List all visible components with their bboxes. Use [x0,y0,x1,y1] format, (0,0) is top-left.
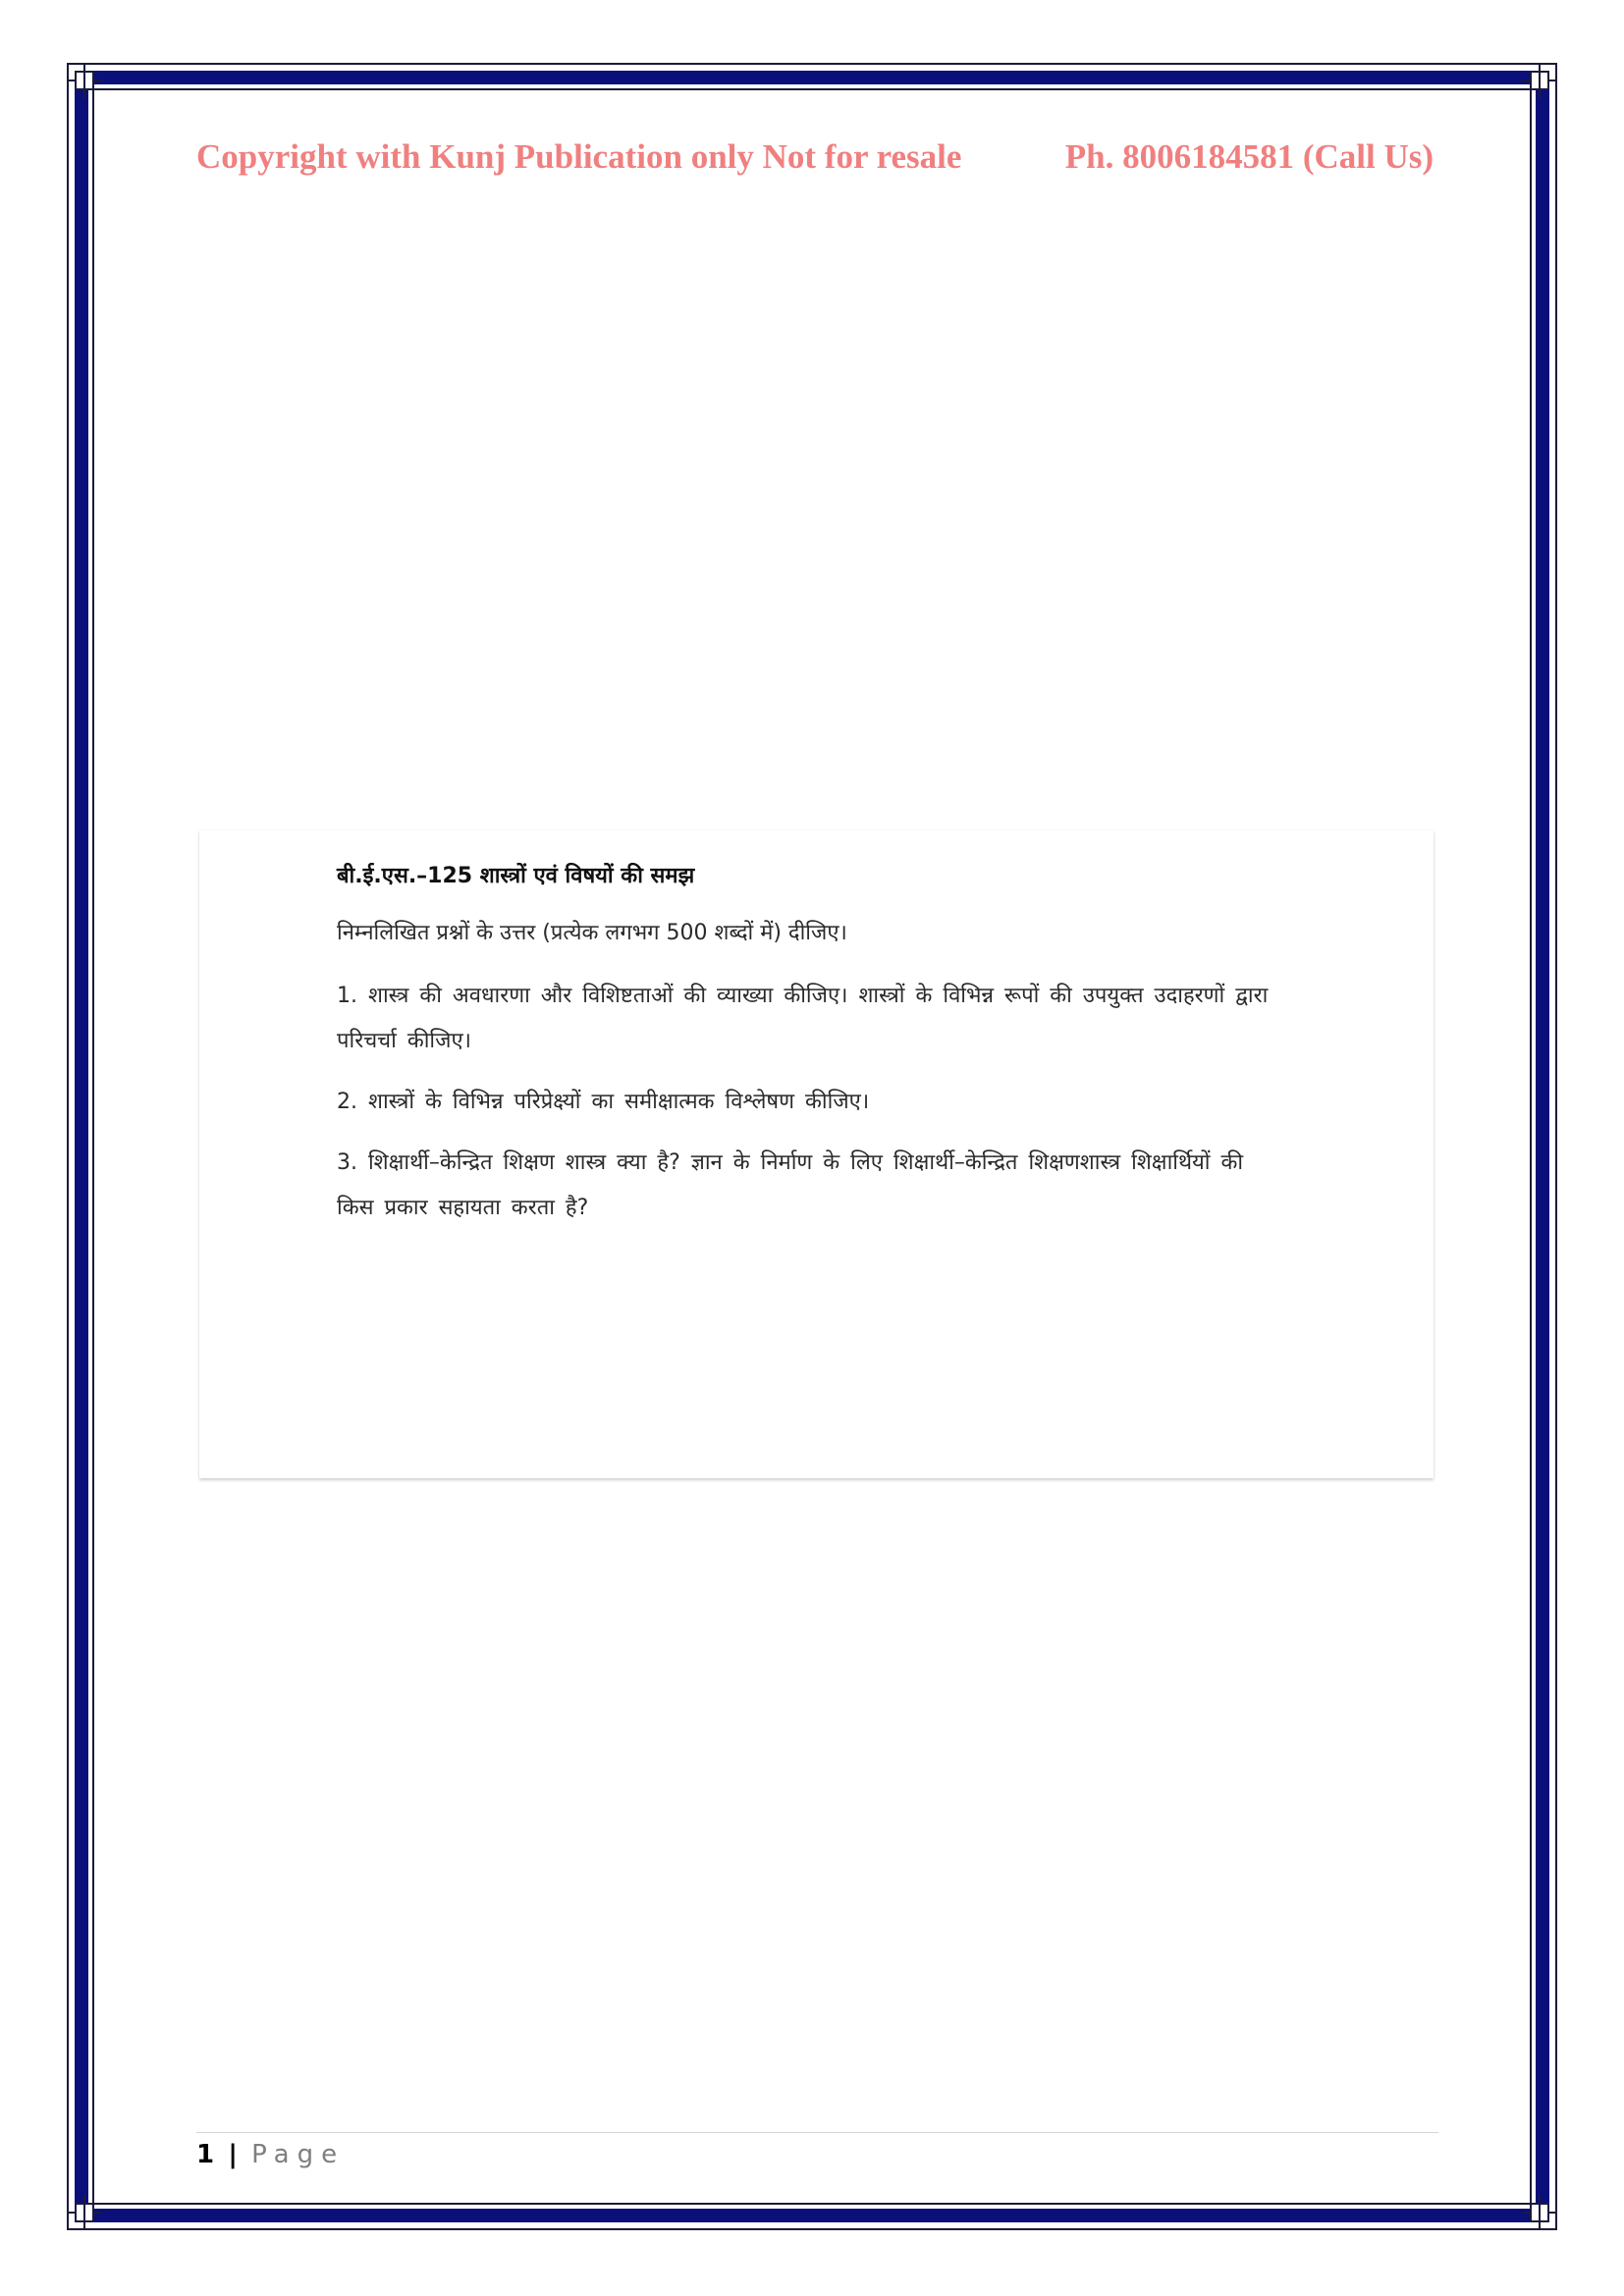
question-3: 3. शिक्षार्थी–केन्द्रित शिक्षण शास्त्र क्या है? ज्ञान के निर्माण के लिए शिक्षार्थी–केन्द्रित शिक्षणशास्त्र शिक्षार्थियों की किस प्रकार सहायता करता है? [337,1150,1244,1220]
question-1: 1. शास्त्र की अवधारणा और विशिष्टताओं की व्याख्या कीजिए। शास्त्रों के विभिन्न रूपों की उपयुक्त उदाहरणों द्वारा परिचर्चा कीजिए। [337,984,1269,1053]
page-label: Page [251,2140,346,2169]
page-header [196,137,1434,177]
footer-divider [196,2132,1438,2133]
copyright-notice: Copyright with Kunj Publication only Not for resale [196,137,962,176]
instructions: निम्नलिखित प्रश्नों के उत्तर (प्रत्येक लगभग 500 शब्दों में) दीजिए। [337,921,847,945]
page-number: 1 [196,2140,215,2169]
corner-ornament-top-left [67,63,102,98]
course-title: बी.ई.एस.–125 शास्त्रों एवं विषयों की समझ [337,864,695,888]
footer-separator: | [228,2140,238,2169]
question-paper-card [199,830,1434,1478]
corner-ornament-bottom-left [67,2195,102,2230]
page-footer [196,2140,345,2169]
corner-ornament-top-right [1522,63,1557,98]
contact-phone: Ph. 8006184581 (Call Us) [1064,137,1434,176]
question-2: 2. शास्त्रों के विभिन्न परिप्रेक्ष्यों का समीक्षात्मक विश्लेषण कीजिए। [337,1090,870,1114]
corner-ornament-bottom-right [1522,2195,1557,2230]
question-paper-content [337,860,1279,1247]
